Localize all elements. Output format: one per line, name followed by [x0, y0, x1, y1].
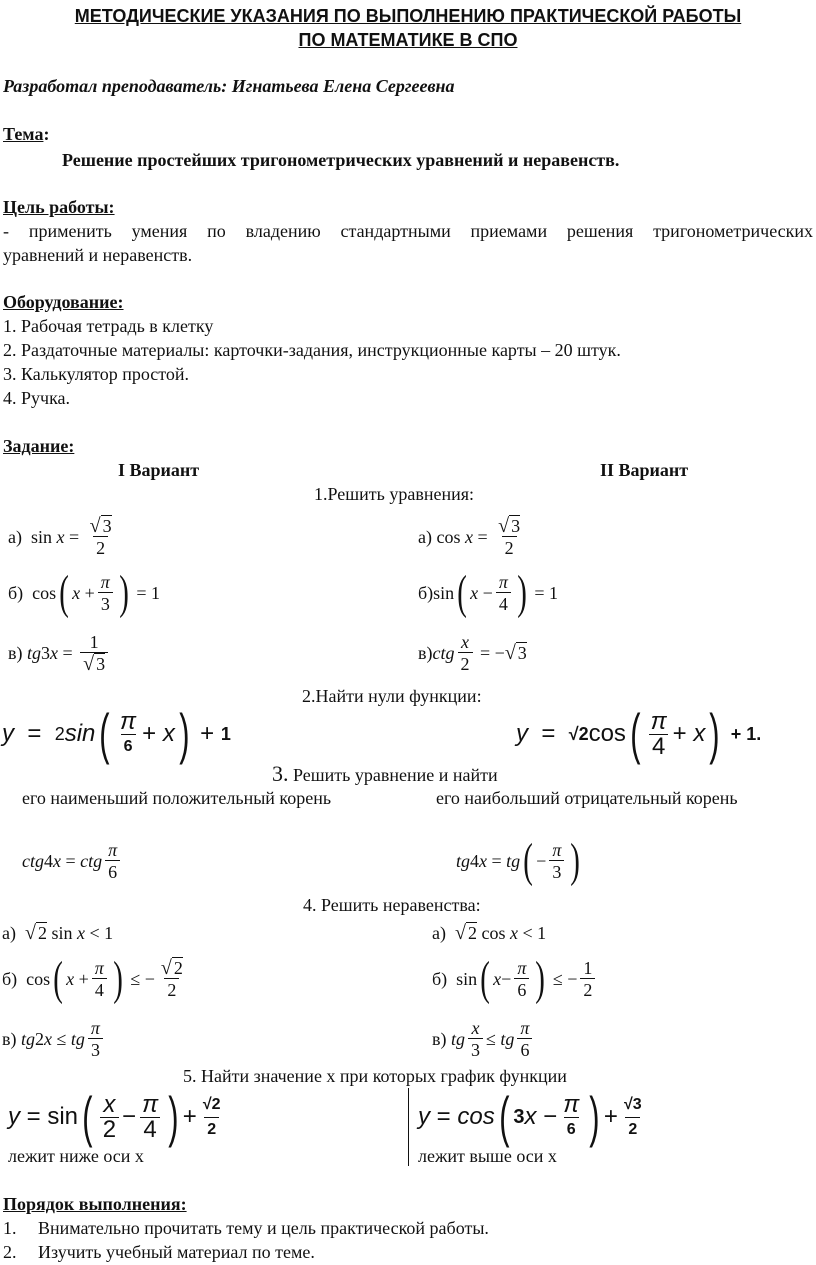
section3-left-instruction: его наименьший положительный корень: [22, 788, 332, 808]
goal-text-line1: - применить умения по владению стандартными приемами решения тригонометрических: [3, 221, 813, 241]
section1-heading: 1.Решить уравнения:: [314, 484, 474, 504]
function-v1: y = 2 sin ( $\frac{\pi}{6}$ + x ) + 1: [2, 702, 231, 765]
section5-divider: [408, 1088, 409, 1166]
ineq-a-v2: а) √ 2 cos x < 1: [432, 921, 547, 944]
label-b: б): [2, 968, 18, 989]
task-label: Задание:: [3, 436, 75, 456]
label-b: б): [8, 582, 24, 603]
order-item-text: Внимательно прочитать тему и цель практической работы.: [38, 1218, 489, 1238]
order-item-text: Изучить учебный материал по теме.: [38, 1242, 315, 1262]
eq1-a-v2: а) cos x = $\frac{√ 3}{2}$: [418, 514, 521, 558]
document-title-line2: ПО МАТЕМАТИКЕ В СПО: [298, 30, 518, 50]
eq1-b-v2: б) sin ( x − $\frac{\pi}{4}$ ) = 1: [418, 566, 558, 619]
label-b: б): [418, 582, 434, 603]
order-item-number: 2.: [3, 1242, 17, 1262]
label-v: в): [432, 1028, 447, 1049]
below-axis-text: лежит ниже оси х: [8, 1146, 144, 1166]
topic-text: Решение простейших тригонометрических уравнений и неравенств.: [62, 150, 620, 170]
eq1-a-v1: а) sin x = $\frac{√ 3}{2}$: [8, 514, 112, 558]
label-a: а): [418, 526, 432, 547]
function-v2: y = √2 cos ( $\frac{\pi}{4}$ + x ) + 1.: [516, 702, 762, 765]
label-v: в): [2, 1028, 17, 1049]
function5-v1: y = sin ( $\frac{x}{2}$ − $\frac{\pi}{4}$ ) + $\frac{√2}{2}$: [8, 1085, 221, 1148]
topic-label: Тема:: [3, 124, 50, 144]
order-item-number: 1.: [3, 1218, 17, 1238]
label-a: а): [2, 922, 16, 943]
equipment-item: 1. Рабочая тетрадь в клетку: [3, 316, 214, 336]
label-v: в): [8, 642, 23, 663]
section4-heading: 4. Решить неравенства:: [303, 895, 481, 915]
label-a: а): [8, 526, 22, 547]
label-a: а): [432, 922, 446, 943]
ineq-b-v2: б) sin ( x − $\frac{\pi}{6}$ ) ≤ − $\frac{1}{2}$: [432, 950, 598, 1008]
variant1-heading: I Вариант: [118, 460, 200, 480]
ineq-v-v2: в) tg $\frac{x}{3}$ ≤ tg $\frac{\pi}{6}$: [432, 1012, 535, 1066]
equipment-item: 4. Ручка.: [3, 388, 71, 408]
author-line: Разработал преподаватель: Игнатьева Елена Сергеевна: [3, 76, 455, 96]
goal-text-line2: уравнений и неравенств.: [3, 245, 193, 265]
equipment-item: 2. Раздаточные материалы: карточки-задания, инструкционные карты – 20 штук.: [3, 340, 621, 360]
eq1-b-v1: б) cos ( x + $\frac{\pi}{3}$ ) = 1: [8, 566, 160, 619]
equipment-item: 3. Калькулятор простой.: [3, 364, 190, 384]
equipment-label: Оборудование:: [3, 292, 124, 312]
above-axis-text: лежит выше оси х: [418, 1146, 557, 1166]
section3-heading: 3. Решить уравнение и найти: [272, 761, 498, 786]
section2-heading: 2.Найти нули функции:: [302, 686, 482, 706]
eq3-v2: tg 4 x = tg ( − $\frac{\pi}{3}$ ): [456, 834, 581, 887]
ineq-a-v1: а) √ 2 sin x < 1: [2, 921, 114, 944]
eq1-v-v1: в) tg 3 x = $\frac{1}{√ 3}$: [8, 626, 111, 680]
section3-right-instruction: его наибольший отрицательный корень: [436, 788, 738, 808]
ineq-v-v1: в) tg 2 x ≤ tg $\frac{\pi}{3}$: [2, 1012, 106, 1066]
eq1-v-v2: в) ctg $\frac{x}{2}$ = − √ 3: [418, 631, 527, 674]
ineq-b-v1: б) cos ( x + $\frac{\pi}{4}$ ) ≤ − $\frac{√ 2}{2}$: [2, 952, 183, 1005]
variant2-heading: II Вариант: [600, 460, 689, 480]
order-label: Порядок выполнения:: [3, 1194, 187, 1214]
document-title-line1: МЕТОДИЧЕСКИЕ УКАЗАНИЯ ПО ВЫПОЛНЕНИЮ ПРАКТИЧЕСКОЙ РАБОТЫ: [74, 6, 742, 26]
label-b: б): [432, 968, 448, 989]
label-v: в): [418, 642, 433, 663]
section5-heading: 5. Найти значение х при которых график функции: [183, 1066, 567, 1086]
goal-label: Цель работы:: [3, 197, 115, 217]
function5-v2: y = cos ( 3 x − $\frac{\pi}{6}$ ) + $\frac{√3}{2}$: [418, 1085, 642, 1148]
eq3-v1: ctg 4 x = ctg $\frac{\pi}{6}$: [22, 834, 123, 888]
